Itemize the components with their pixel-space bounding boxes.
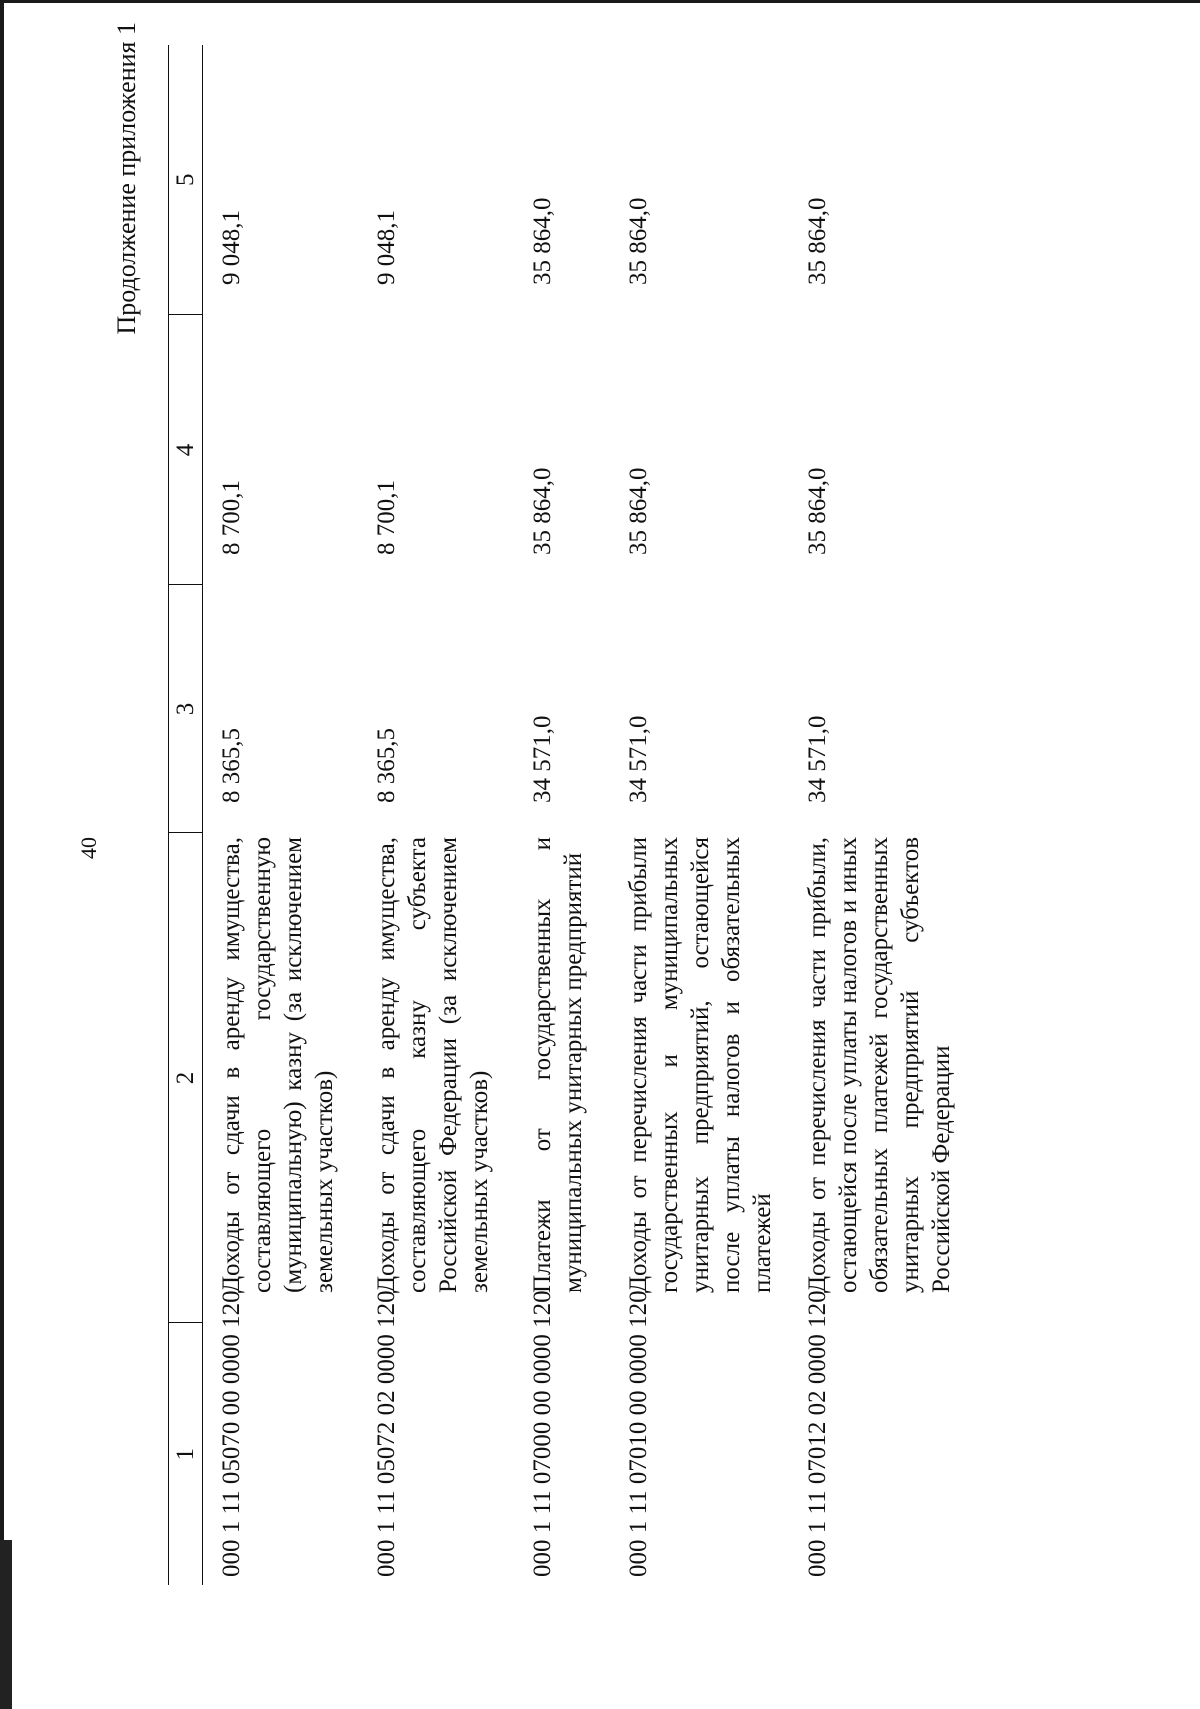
table-row [514,45,610,1585]
value-col-5: 9 048,1 [373,210,400,285]
income-code: 000 1 11 07010 00 0000 120 [625,1290,652,1577]
value-col-4: 35 864,0 [529,467,556,555]
income-code: 000 1 11 05072 02 0000 120 [373,1290,400,1577]
income-name: Доходы от сдачи в аренду имущества, составляющего государственную (муниципальную) казну (за исключением земельных участков) [218,837,338,1293]
table-row [203,45,359,1585]
value-col-3: 34 571,0 [529,715,556,803]
column-header-2: 2 [169,833,203,1323]
column-header-1: 1 [169,1323,203,1585]
column-header-4: 4 [169,315,203,585]
value-col-5: 35 864,0 [529,197,556,285]
column-header-5: 5 [169,45,203,315]
value-col-4: 8 700,1 [373,480,400,555]
value-col-3: 8 365,5 [218,728,245,803]
value-col-3: 34 571,0 [625,715,652,803]
income-name: Доходы от сдачи в аренду имущества, составляющего казну субъекта Российской Федерации (за исключением земельных участков) [373,837,493,1293]
income-name: Доходы от перечисления части прибыли, остающейся после уплаты налогов и иных обязательных платежей государственных унитарных предприятий субъектов Российской Федерации [804,837,955,1293]
page-number: 40 [76,837,101,859]
table-row [358,45,514,1585]
income-name: Платежи от государственных и муниципальных унитарных предприятий [529,837,587,1293]
value-col-4: 35 864,0 [625,467,652,555]
table-row [789,45,978,1585]
continuation-label: Продолжение приложения 1 [112,22,141,335]
income-code: 000 1 11 07000 00 0000 120 [529,1290,556,1577]
value-col-4: 8 700,1 [218,480,245,555]
income-code: 000 1 11 05070 00 0000 120 [218,1290,245,1577]
table-header-row [169,45,203,1585]
value-col-5: 35 864,0 [625,197,652,285]
revenue-table [168,45,978,1585]
value-col-3: 34 571,0 [804,715,831,803]
income-name: Доходы от перечисления части прибыли государственных и муниципальных унитарных предприятий, остающейся после уплаты налогов и обязательных платежей [625,837,776,1293]
income-code: 000 1 11 07012 02 0000 120 [804,1290,831,1577]
value-col-5: 9 048,1 [218,210,245,285]
value-col-3: 8 365,5 [373,728,400,803]
value-col-5: 35 864,0 [804,197,831,285]
value-col-4: 35 864,0 [804,467,831,555]
column-header-3: 3 [169,585,203,833]
table-row [610,45,789,1585]
